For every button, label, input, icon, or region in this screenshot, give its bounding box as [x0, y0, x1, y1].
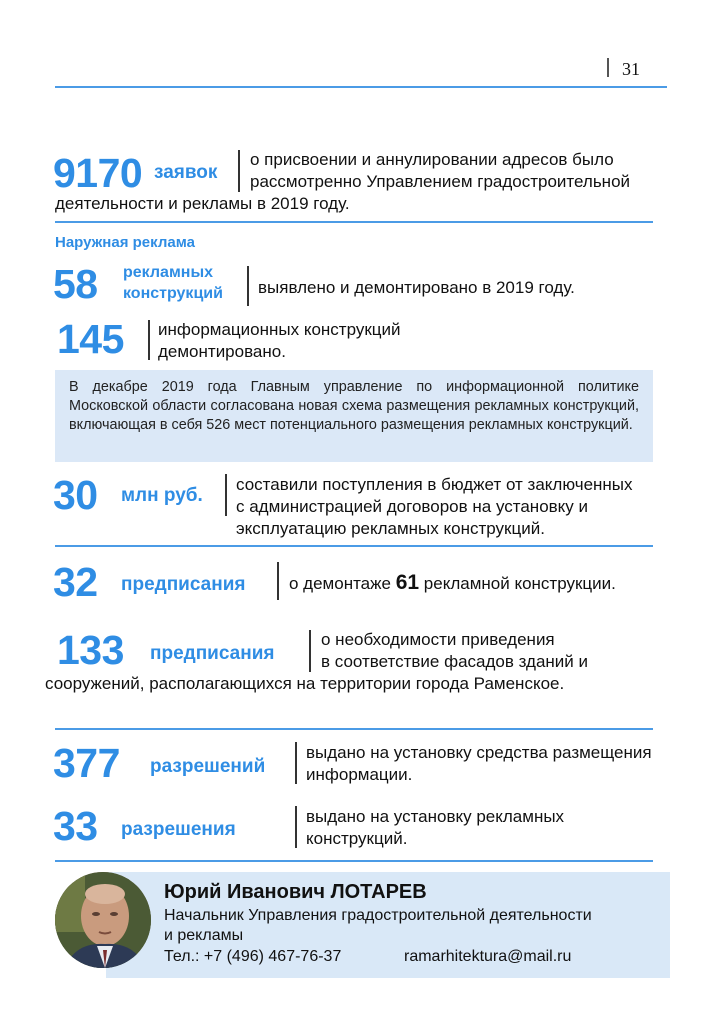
header-divider	[607, 58, 609, 77]
stat-ads-divider	[247, 266, 249, 306]
stat-ads-unit-1: рекламных	[123, 264, 213, 281]
stat-budget-divider	[225, 474, 227, 516]
stat-ads-unit-2: конструкций	[123, 285, 223, 302]
stat-permits2-text-1: выдано на установку рекламных	[306, 807, 565, 826]
divider-2	[55, 545, 653, 547]
stat-orders2-text-3: сооружений, располагающихся на территории города Раменское.	[45, 674, 565, 693]
stat-permits1-divider	[295, 742, 297, 784]
stat-addresses-divider	[238, 150, 240, 192]
stat-permits1-unit: разрешений	[150, 756, 266, 777]
stat-orders1-text-before: о демонтаже	[289, 574, 391, 593]
stat-orders1-number: 32	[53, 559, 98, 605]
stat-info-text-1: информационных конструкций	[158, 320, 401, 339]
stat-orders1-divider	[277, 562, 279, 600]
contact-phone: Тел.: +7 (496) 467-76-37	[164, 948, 342, 965]
divider-1	[55, 221, 653, 223]
stat-permits2-number: 33	[53, 803, 98, 849]
stat-addresses-text-3: деятельности и рекламы в 2019 году.	[55, 194, 350, 213]
stat-orders2-text-2: в соответствие фасадов зданий и	[321, 652, 589, 671]
stat-addresses-text-2: рассмотренно Управлением градостроительной	[250, 172, 631, 191]
stat-orders2-text-1: о необходимости приведения	[321, 630, 555, 649]
stat-permits2-unit: разрешения	[121, 819, 236, 840]
contact-position-1: Начальник Управления градостроительной деятельности	[164, 907, 592, 924]
stat-permits1-number: 377	[53, 740, 120, 786]
stat-addresses-unit: заявок	[154, 162, 218, 183]
page-number: 31	[622, 59, 640, 79]
stat-permits1-text-2: информации.	[306, 765, 413, 784]
stat-info-text-2: демонтировано.	[158, 342, 286, 361]
divider-3	[55, 728, 653, 730]
stat-ads-text: выявлено и демонтировано в 2019 году.	[258, 278, 575, 297]
stat-addresses-text-1: о присвоении и аннулировании адресов было	[250, 150, 614, 169]
stat-permits2-divider	[295, 806, 297, 848]
stat-orders2-number: 133	[57, 627, 124, 673]
contact-email[interactable]: ramarhitektura@mail.ru	[404, 948, 572, 965]
contact-name: Юрий Иванович ЛОТАРЕВ	[164, 881, 427, 903]
contact-position-2: и рекламы	[164, 927, 244, 944]
stat-permits1-text-1: выдано на установку средства размещения	[306, 743, 652, 762]
stat-orders2-divider	[309, 630, 311, 672]
avatar	[55, 872, 151, 968]
stat-ads-number: 58	[53, 261, 98, 307]
section-title: Наружная реклама	[55, 234, 195, 251]
stat-budget-unit: млн руб.	[121, 485, 203, 506]
stat-budget-text-3: эксплуатацию рекламных конструкций.	[236, 519, 545, 538]
info-box-text: В декабре 2019 года Главным управление по информационной политике Московской области согласована новая схема размещения рекламных конструкций, включающая в себя 526 мест потенциального размещения рекламных конструкций.	[69, 379, 639, 433]
header-rule	[55, 86, 667, 88]
stat-budget-number: 30	[53, 472, 98, 518]
stat-orders2-unit: предписания	[150, 643, 275, 664]
info-box	[55, 370, 653, 462]
stat-orders1-text-after: рекламной конструкции.	[423, 574, 616, 593]
stat-info-divider	[148, 320, 150, 360]
stat-addresses-number: 9170	[53, 150, 143, 196]
stat-permits2-text-2: конструкций.	[306, 829, 408, 848]
stat-budget-text-2: с администрацией договоров на установку и	[236, 497, 589, 516]
stat-orders1-text	[289, 572, 616, 595]
stat-info-number: 145	[57, 316, 124, 362]
stat-orders1-unit: предписания	[121, 574, 246, 595]
stat-orders1-highlight: 61	[395, 571, 420, 594]
stat-budget-text-1: составили поступления в бюджет от заключенных	[236, 475, 633, 494]
divider-4	[55, 860, 653, 862]
portrait-photo	[55, 872, 151, 968]
